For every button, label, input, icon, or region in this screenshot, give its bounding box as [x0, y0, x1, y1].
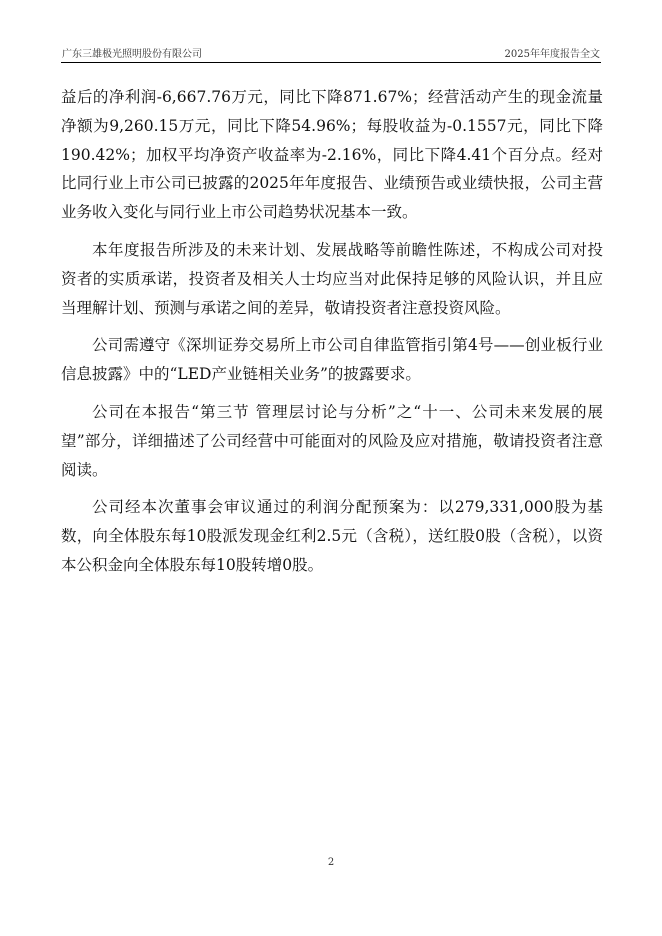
- paragraph-disclosure-requirement: 公司需遵守《深圳证券交易所上市公司自律监管指引第4号——创业板行业信息披露》中的“LED产业链相关业务”的披露要求。: [61, 336, 603, 384]
- page-header: [61, 42, 601, 63]
- paragraph-financial-summary: 益后的净利润-6,667.76万元，同比下降871.67%；经营活动产生的现金流量净额为9,260.15万元，同比下降54.96%；每股收益为-0.1557元，同比下降190.42%；加权平均净资产收益率为-2.16%，同比下降4.41个百分点。经对比同行业上市公司已披露的2025年年度报告、业绩预告或业绩快报，公司主营业务收入变化与同行业上市公司趋势状况基本一致。: [61, 88, 603, 222]
- document-body: [61, 83, 603, 589]
- paragraph-forward-looking-statement: 本年度报告所涉及的未来计划、发展战略等前瞻性陈述，不构成公司对投资者的实质承诺，投资者及相关人士均应当对此保持足够的风险认识，并且应当理解计划、预测与承诺之间的差异，敬请投资者注意投资风险。: [61, 240, 603, 317]
- header-company-name: 广东三雄极光照明股份有限公司: [62, 49, 202, 60]
- paragraph-profit-distribution: 公司经本次董事会审议通过的利润分配预案为：以279,331,000股为基数，向全体股东每10股派发现金红利2.5元（含税），送红股0股（含税），以资本公积金向全体股东每10股转增0股。: [61, 498, 603, 574]
- page-number: 2: [327, 857, 335, 868]
- paragraph-risk-notice: 公司在本报告“第三节 管理层讨论与分析”之“十一、公司未来发展的展望”部分，详细描述了公司经营中可能面对的风险及应对措施，敬请投资者注意阅读。: [61, 402, 603, 479]
- header-report-title: 2025年年度报告全文: [504, 49, 600, 60]
